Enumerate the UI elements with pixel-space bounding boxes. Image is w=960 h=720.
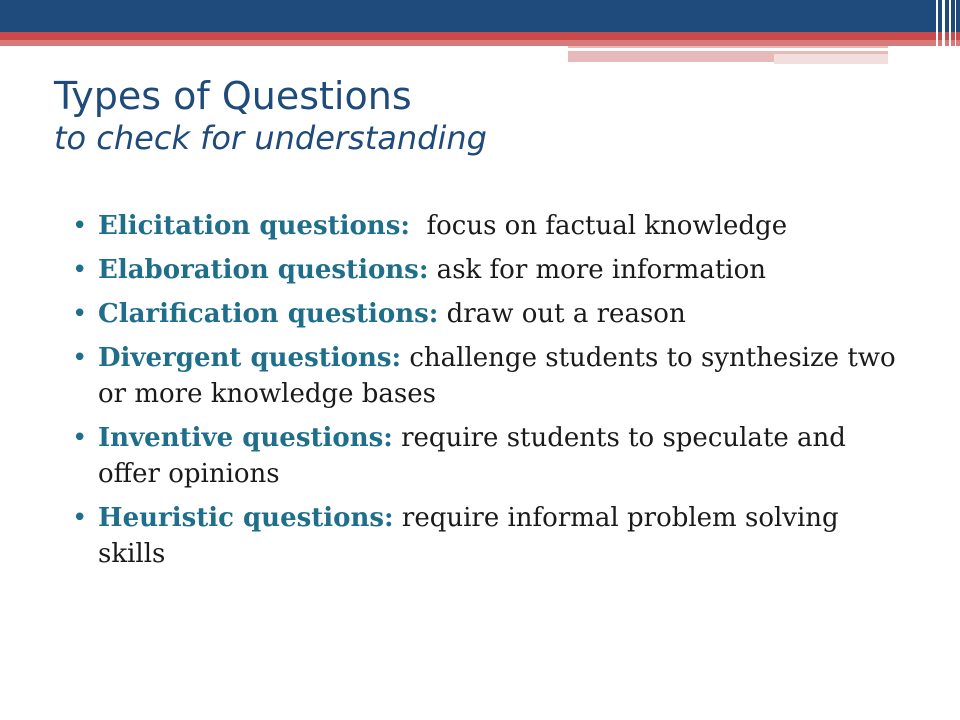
bullet-term: Elaboration questions: — [98, 255, 429, 285]
slide-title: Types of Questions — [54, 74, 412, 118]
bullet-icon: • — [72, 299, 88, 329]
bullet-description: require informal problem solving skills — [98, 503, 847, 569]
bullet-term: Elicitation questions: — [98, 211, 410, 241]
header-banner-divider — [568, 48, 890, 51]
bullet-description: draw out a reason — [438, 299, 686, 329]
list-item — [72, 340, 902, 412]
bullet-icon: • — [72, 503, 88, 533]
list-item — [72, 296, 902, 332]
title-block — [54, 74, 914, 158]
bullet-icon: • — [72, 255, 88, 285]
bullet-term: Divergent questions: — [98, 343, 402, 373]
list-item — [72, 500, 902, 572]
bullet-term: Inventive questions: — [98, 423, 393, 453]
bullet-description: focus on factual knowledge — [409, 211, 788, 241]
list-item — [72, 252, 902, 288]
list-item — [72, 420, 902, 492]
bullet-icon: • — [72, 211, 88, 241]
bullet-description: ask for more information — [428, 255, 766, 285]
bullet-icon: • — [72, 343, 88, 373]
bullet-term: Heuristic questions: — [98, 503, 394, 533]
header-banner-light-accent — [774, 54, 888, 64]
list-item — [72, 208, 902, 244]
bullet-description: challenge students to synthesize two or more knowledge bases — [98, 343, 904, 409]
slide-subtitle: to check for understanding — [54, 119, 487, 157]
bullet-description: require students to speculate and offer opinions — [98, 423, 855, 489]
bullet-list — [72, 208, 902, 580]
bullet-term: Clarification questions: — [98, 299, 439, 329]
header-banner-blue — [0, 0, 960, 32]
header-edge-stripes — [930, 0, 960, 62]
bullet-icon: • — [72, 423, 88, 453]
